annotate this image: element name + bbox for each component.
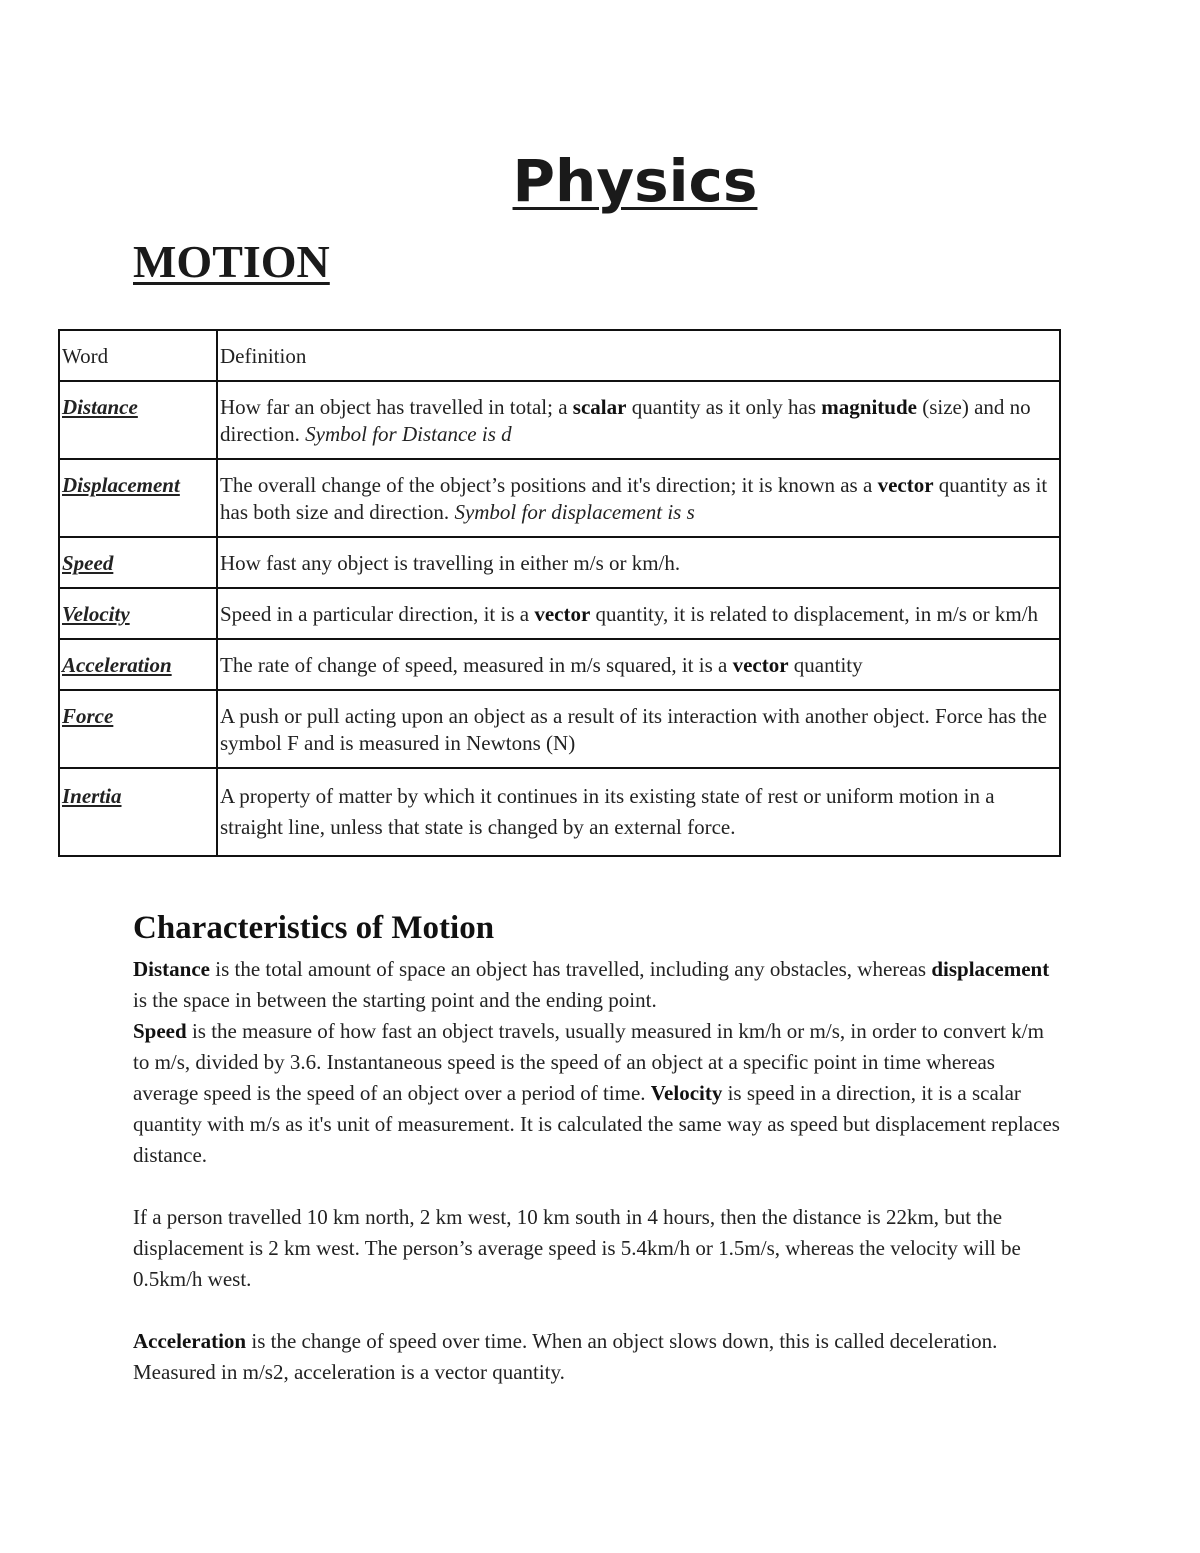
table-row: [59, 459, 1060, 537]
page-title: Physics: [512, 147, 758, 215]
table-row: [59, 768, 1060, 856]
definition-inertia: A property of matter by which it continues in its existing state of rest or uniform motion in a straight line, unless that state is changed by an external force.: [217, 768, 1060, 856]
term-acceleration: Acceleration: [59, 639, 217, 690]
section-title: MOTION: [133, 236, 330, 287]
header-definition: Definition: [217, 330, 1060, 381]
definition-velocity: Speed in a particular direction, it is a vector quantity, it is related to displacement, in m/s or km/h: [217, 588, 1060, 639]
term-force: Force: [59, 690, 217, 768]
definition-acceleration: The rate of change of speed, measured in m/s squared, it is a vector quantity: [217, 639, 1060, 690]
characteristics-heading: Characteristics of Motion: [133, 910, 495, 946]
definition-force: A push or pull acting upon an object as a result of its interaction with another object. Force has the symbol F and is measured in Newtons (N): [217, 690, 1060, 768]
term-speed: Speed: [59, 537, 217, 588]
table-header-row: [59, 330, 1060, 381]
term-distance: Distance: [59, 381, 217, 459]
table-row: [59, 588, 1060, 639]
header-word: Word: [59, 330, 217, 381]
table-row: [59, 381, 1060, 459]
definition-speed: How fast any object is travelling in either m/s or km/h.: [217, 537, 1060, 588]
term-inertia: Inertia: [59, 768, 217, 856]
term-velocity: Velocity: [59, 588, 217, 639]
paragraph-distance-speed-velocity: Distance is the total amount of space an object has travelled, including any obstacles, whereas displacement is the space in between the starting point and the ending point. Speed is the measure of how fast an object travels, usually measured in km/h or m/s, in order to convert k/m to m/s, divided by 3.6. Instantaneous speed is the speed of an object at a specific point in time whereas average speed is the speed of an object over a period of time. Velocity is speed in a direction, it is a scalar quantity with m/s as it's unit of measurement. It is calculated the same way as speed but displacement replaces distance.: [133, 957, 1060, 1167]
table-row: [59, 690, 1060, 768]
term-displacement: Displacement: [59, 459, 217, 537]
definitions-table: [58, 329, 1061, 857]
definition-displacement: The overall change of the object’s positions and it's direction; it is known as a vector quantity as it has both size and direction. Symbol for displacement is s: [217, 459, 1060, 537]
table-row: [59, 537, 1060, 588]
paragraph-acceleration: Acceleration is the change of speed over time. When an object slows down, this is called deceleration. Measured in m/s2, acceleration is a vector quantity.: [133, 1329, 998, 1384]
paragraph-example: If a person travelled 10 km north, 2 km west, 10 km south in 4 hours, then the distance is 22km, but the displacement is 2 km west. The person’s average speed is 5.4km/h or 1.5m/s, whereas the velocity will be 0.5km/h west.: [133, 1205, 1021, 1291]
definition-distance: How far an object has travelled in total; a scalar quantity as it only has magnitude (size) and no direction. Symbol for Distance is d: [217, 381, 1060, 459]
table-row: [59, 639, 1060, 690]
